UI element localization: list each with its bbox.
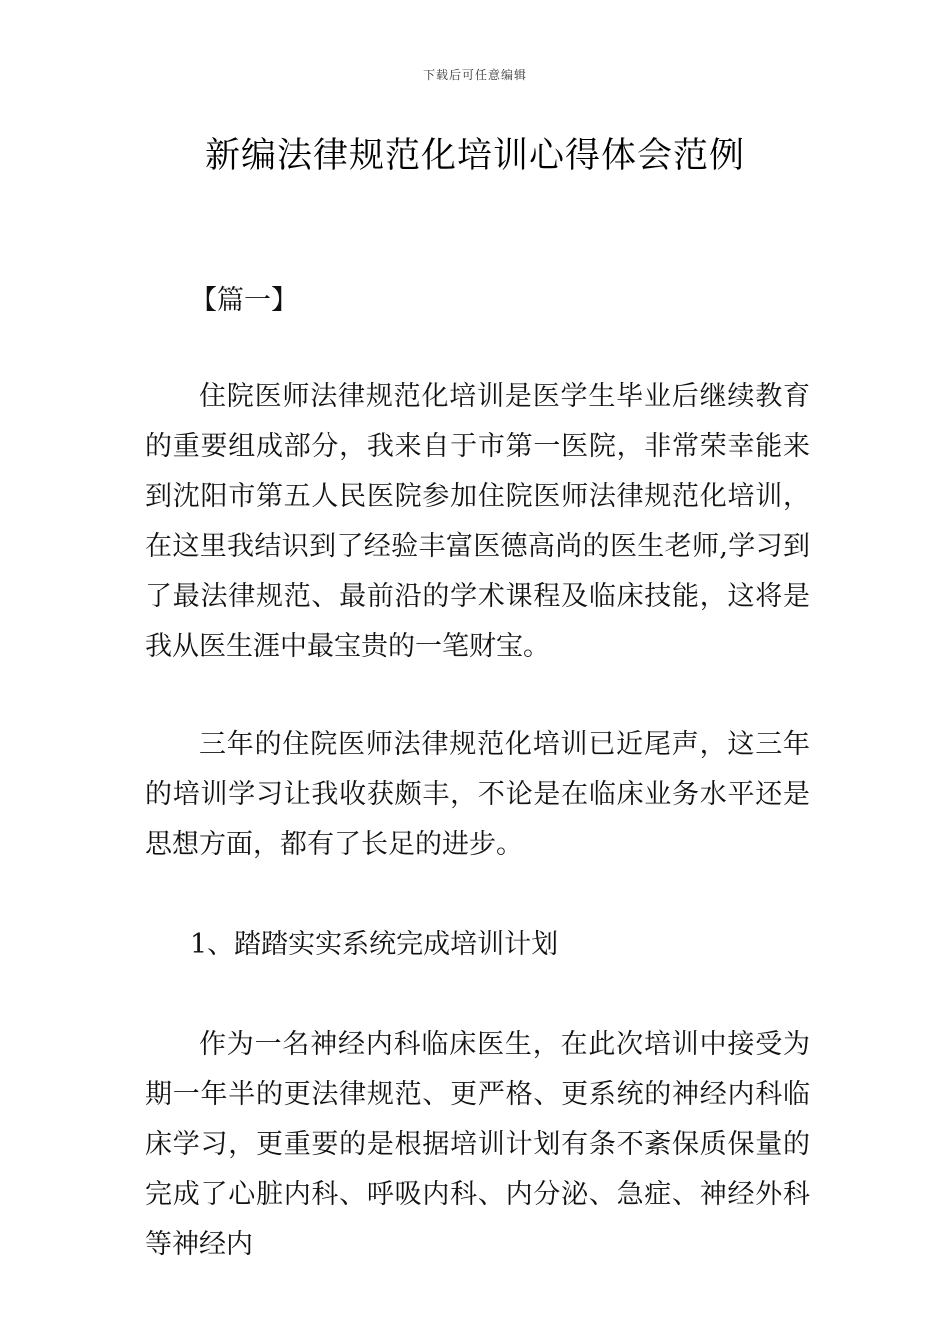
document-title: 新编法律规范化培训心得体会范例 bbox=[204, 136, 745, 176]
subheading: 1、踏踏实实系统完成培训计划 bbox=[190, 929, 559, 960]
section-label: 【篇一】 bbox=[190, 285, 298, 316]
paragraph-2: 三年的住院医师法律规范化培训已近尾声，这三年的培训学习让我收获颇丰，不论是在临床业务水平还是思想方面，都有了长足的进步。 bbox=[145, 729, 810, 860]
header-note: 下载后可任意编辑 bbox=[422, 68, 527, 82]
paragraph-1: 住院医师法律规范化培训是医学生毕业后继续教育的重要组成部分，我来自于市第一医院，非常荣幸能来到沈阳市第五人民医院参加住院医师法律规范化培训，在这里我结识到了经验丰富医德高尚的医生老师,学习到了最法律规范、最前沿的学术课程及临床技能，这将是我从医生涯中最宝贵的一笔财宝。 bbox=[145, 381, 810, 662]
paragraph-3: 作为一名神经内科临床医生，在此次培训中接受为期一年半的更法律规范、更严格、更系统的神经内科临床学习，更重要的是根据培训计划有条不紊保质保量的完成了心脏内科、呼吸内科、内分泌、急症、神经外科等神经内 bbox=[145, 1029, 810, 1260]
